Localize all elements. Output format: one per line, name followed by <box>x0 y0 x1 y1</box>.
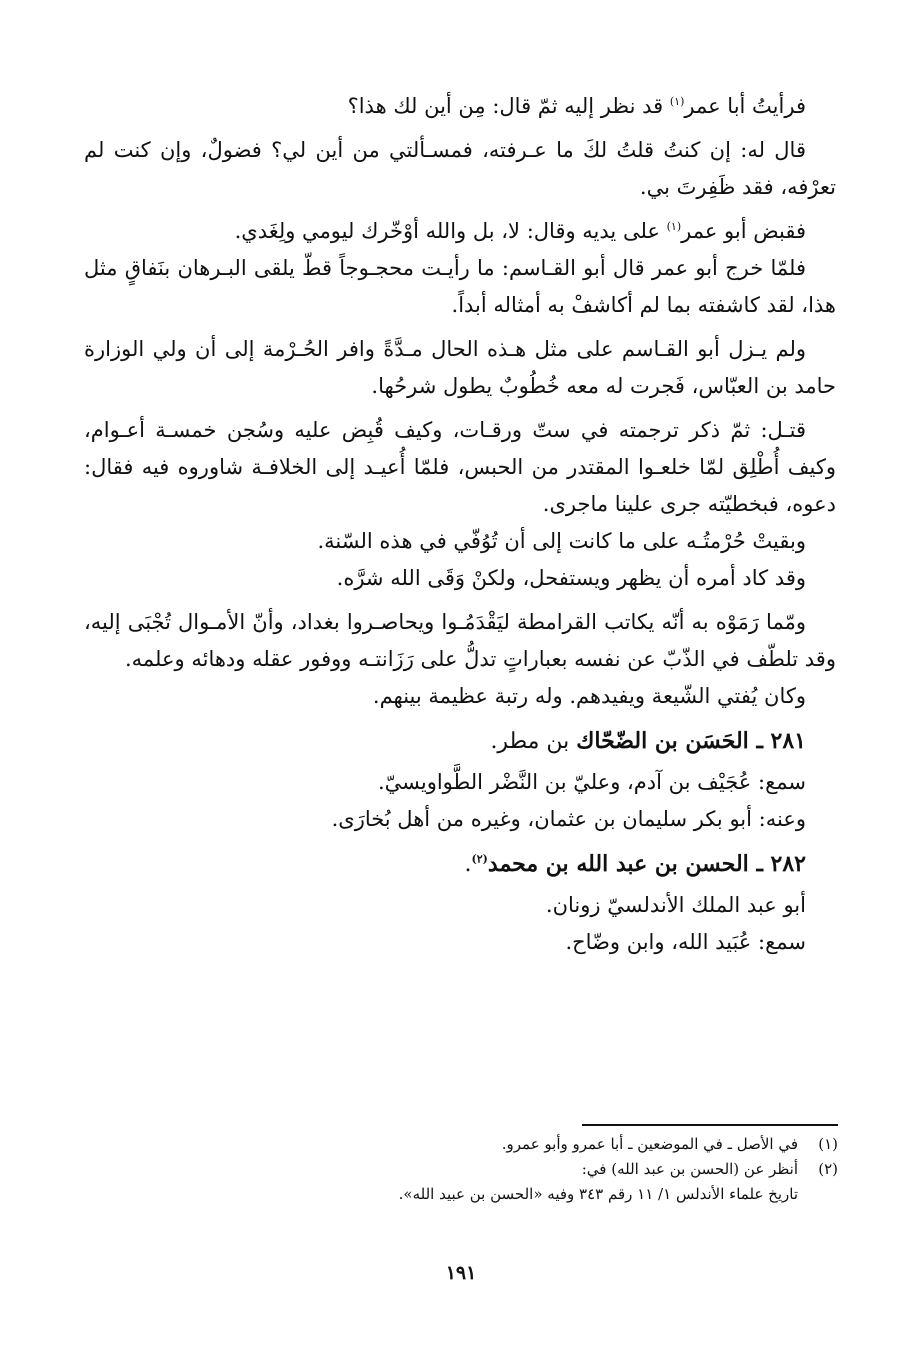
entry-282-line-2: سمع: عُبَيد الله، وابن وضّاح. <box>565 930 806 954</box>
paragraph-8: وقد كاد أمره أن يظهر ويستفحل، ولكنْ وَقَى الله شرَّه. <box>336 566 806 590</box>
paragraph-3-text: فقبض أبو عمر <box>681 219 806 243</box>
entry-dash-281: ـ <box>748 728 771 754</box>
entry-tail-281: بن مطر. <box>490 729 577 754</box>
footnote-divider <box>582 1124 838 1126</box>
footnote-2-marker: (٢) <box>818 1160 838 1178</box>
entry-dash-282: ـ <box>748 851 771 877</box>
footnote-ref-2: (٢) <box>471 852 488 866</box>
entry-number-281: ٢٨١ <box>770 728 806 754</box>
footnote-2 <box>78 1157 838 1182</box>
entry-281-line-1: سمع: عُجَيْف بن آدم، وعليّ بن النَّضْر الطَّواويسيّ. <box>377 770 806 794</box>
paragraph-3-rest: على يديه وقال: لا، بل والله أوْخّرك ليومي ولِغَدي. <box>234 219 667 243</box>
paragraph-3 <box>84 213 836 250</box>
paragraph-1-rest: قد نظر إليه ثمّ قال: مِن أين لك هذا؟ <box>347 94 670 118</box>
entry-tail-282: . <box>464 852 472 877</box>
main-text <box>84 88 836 961</box>
paragraph-1 <box>84 88 836 125</box>
footnote-ref-1: (١) <box>669 95 685 108</box>
page-number: ١٩١ <box>445 1262 477 1284</box>
paragraph-9: ومّما رَمَوْه به أنّه يكاتب القرامطة ليَقْدَمُـوا ويحاصـروا بغداد، وأنّ الأمـوال تُجْبَى إليه، وقد تلطّف في الذّبّ عن نفسه بعباراتٍ تدلُّ على رَزَانتـه ووفور عقله ودهائه وعلمه. <box>84 610 836 671</box>
paragraph-6: قتـل: ثمّ ذكر ترجمته في ستّ ورقـات، وكيف قُبِض عليه وسُجن خمسـة أعـوام، وكيف أُطْلِق لمّا خلعـوا المقتدر من الحبس، فلمّا أُعيـد إلى الخلافـة شاوروه فيه فقال: دعوه، فبخطيّته جرى علينا ماجرى. <box>84 418 836 516</box>
entry-name-282: الحسن بن عبد الله بن محمد <box>487 851 749 877</box>
entry-281-line-2: وعنه: أبو بكر سليمان بن عثمان، وغيره من أهل بُخارَى. <box>331 807 806 831</box>
paragraph-7: وبقيتْ حُرْمتُـه على ما كانت إلى أن تُوُفّي في هذه السّنة. <box>317 529 806 553</box>
footnote-1-marker: (١) <box>818 1135 838 1153</box>
entry-name-281: الحَسَن بن الضّحّاك <box>576 728 749 754</box>
entry-heading-281 <box>84 723 836 760</box>
paragraph-2: قال له: إن كنتُ قلتُ لكَ ما عـرفته، فمسـألتي من أين لي؟ فضولٌ، وإن كنت لم تعرْفه، فقد ظَفِرتَ بي. <box>84 138 836 199</box>
footnote-1-text: في الأصل ـ في الموضعين ـ أبا عمرو وأبو عمرو. <box>501 1135 798 1153</box>
paragraph-10: وكان يُفتي الشّيعة ويفيدهم. وله رتبة عظيمة بينهم. <box>372 684 806 708</box>
footnote-ref-1b: (١) <box>666 220 682 233</box>
entry-heading-282 <box>84 846 836 883</box>
paragraph-4: فلمّا خرج أبو عمر قال أبو القـاسم: ما رأيـت محجـوجاً قطّ يلقى البـرهان بنَفاقٍ مثل هذا، لقد كاشفته بما لم أكاشفْ به أمثاله أبداً. <box>84 256 836 317</box>
paragraph-1-text: فرأيتُ أبا عمر <box>684 94 806 118</box>
entry-282-line-1: أبو عبد الملك الأندلسيّ زونان. <box>545 893 806 917</box>
paragraph-5: ولم يـزل أبو القـاسم على مثل هـذه الحال مـدَّةً وافر الحُـرْمة إلى أن ولي الوزارة حامد بن العبّاس، فَجرت له معه خُطُوبٌ يطول شرحُها. <box>84 337 836 398</box>
entry-number-282: ٢٨٢ <box>770 851 806 877</box>
footnotes <box>78 1132 838 1207</box>
footnote-1 <box>78 1132 838 1157</box>
footnote-2-continuation: تاريخ علماء الأندلس ١/ ١١ رقم ٣٤٣ وفيه «الحسن بن عبيد الله». <box>398 1185 798 1203</box>
footnote-2-text: أنظر عن (الحسن بن عبد الله) في: <box>581 1160 798 1178</box>
